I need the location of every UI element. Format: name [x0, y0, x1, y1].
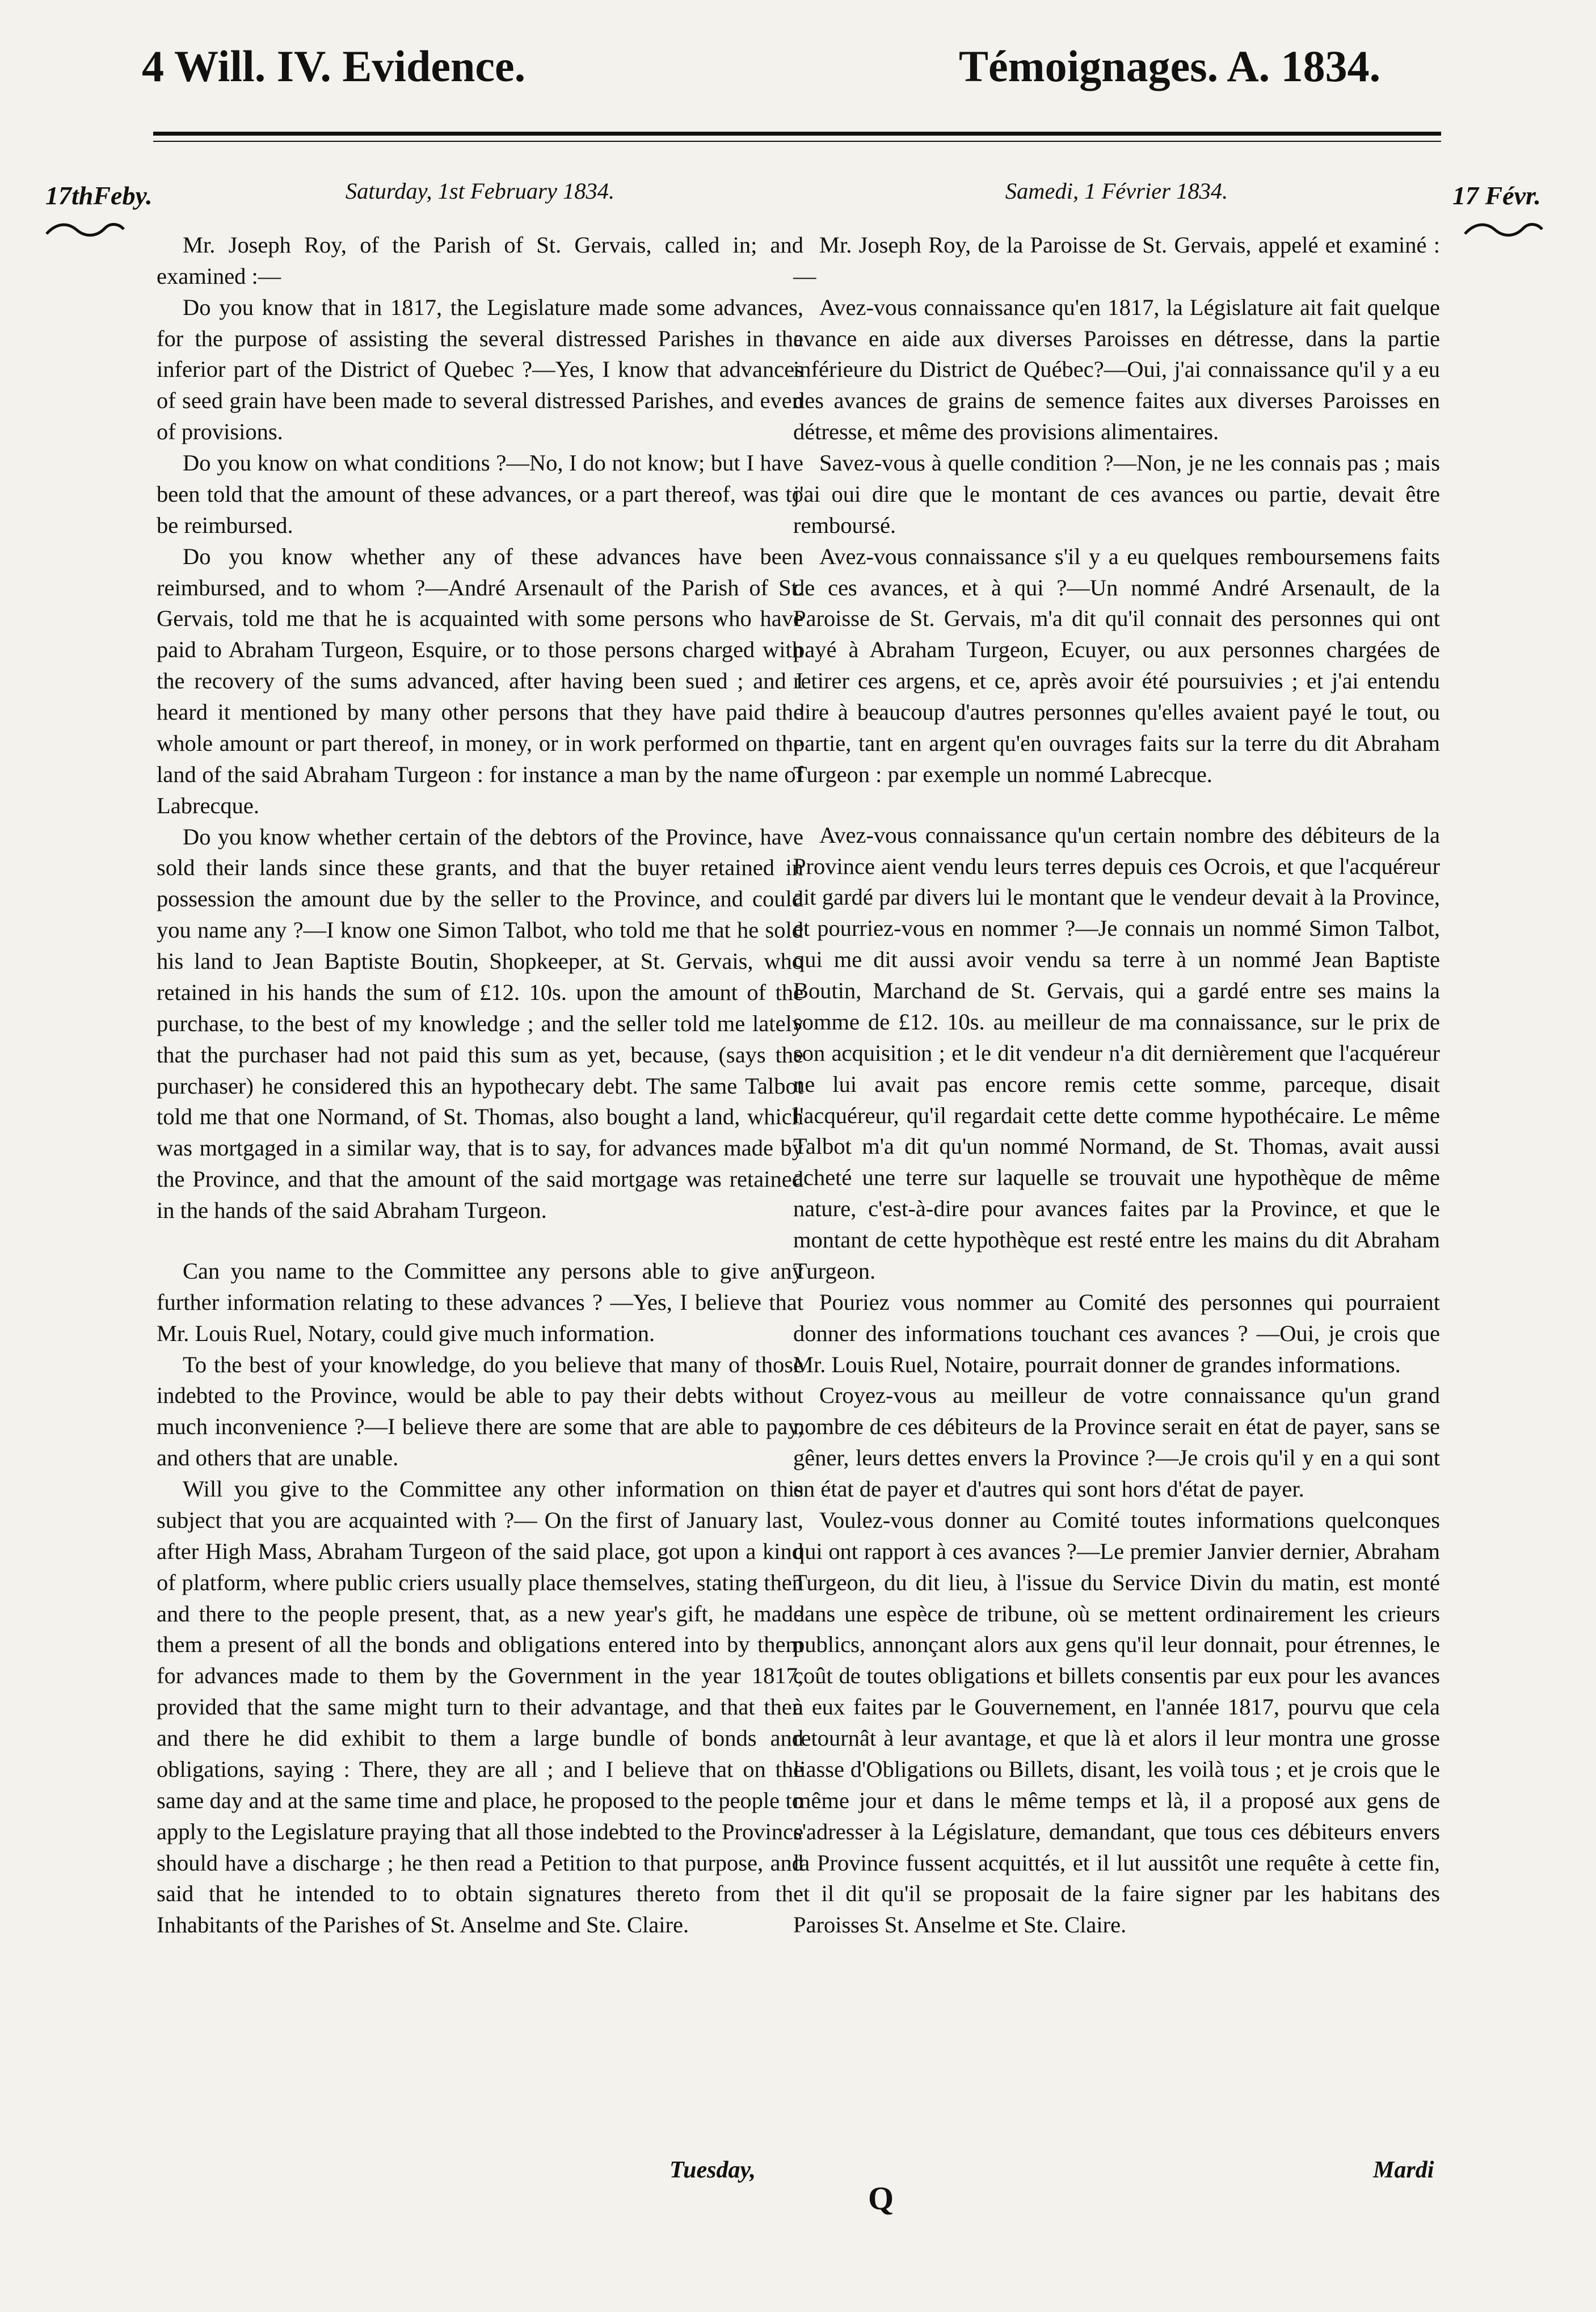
english-date-line: Saturday, 1st February 1834. [345, 178, 615, 204]
french-witness-intro: Mr. Joseph Roy, de la Paroisse de St. Gervais, appelé et examiné :— [793, 232, 1440, 289]
french-column [793, 176, 1440, 1941]
french-question-2: Savez-vous à quelle condition ?—Non, je ne les connais pas ; mais j'ai oui dire que le montant de ces avances ou partie, devait être remboursé. [793, 450, 1440, 538]
header-right-title: Témoignages. A. 1834. [959, 41, 1381, 91]
french-question-5: Pouriez vous nommer au Comité des personnes qui pourraient donner des informations touchant ces avances ? —Oui, je crois que Mr. Louis Ruel, Notaire, pourrait donner de grandes informations. [793, 1289, 1440, 1377]
header-rule-thick [153, 132, 1441, 136]
english-question-5: Can you name to the Committee any persons able to give any further information relating to these advances ? —Yes, I believe that Mr. Louis Ruel, Notary, could give much information. [157, 1258, 803, 1346]
margin-date-english: 17thFeby. [45, 181, 153, 210]
margin-date-french: 17 Févr. [1452, 181, 1541, 210]
english-question-3: Do you know whether any of these advances have been reimbursed, and to whom ?—André Arsenault of the Parish of St. Gervais, told me that he is acquainted with some persons who have paid to Abraham Turgeon, Esquire, or to those persons charged with the recovery of the sums advanced, after having been sued ; and I heard it mentioned by many other persons that they have paid the whole amount or part thereof, in money, or in work performed on the land of the said Abraham Turgeon : for instance a man by the name of Labrecque. [157, 543, 803, 818]
english-column [157, 176, 803, 1941]
flourish-ornament-right [1464, 221, 1543, 238]
header-rule-thin [153, 141, 1441, 142]
header-left-title: 4 Will. IV. Evidence. [142, 41, 526, 91]
french-question-7: Voulez-vous donner au Comité toutes informations quelconques qui ont rapport à ces avances ?—Le premier Janvier dernier, Abraham Turgeon, du dit lieu, à l'issue du Service Divin du matin, est monté dans une espèce de tribune, où se mettent ordinairement les crieurs publics, annonçant alors aux gens qu'il leur donnait, pour étrennes, le coût de toutes obligations et billets consentis par eux pour les avances à eux faites par le Gouvernement, en l'année 1817, pourvu que cela retournât à leur avantage, et que là et alors il leur montra une grosse liasse d'Obligations ou Billets, disant, les voilà tous ; et je crois que le même jour et dans le même temps et là, il a proposé aux gens de s'adresser à la Législature, demandant, que tous ces débiteurs envers la Province fussent acquittés, et il lut aussitôt une requête à cette fin, et il dit qu'il se proposait de la faire signer par les habitans des Paroisses St. Anselme et Ste. Claire. [793, 1507, 1440, 1938]
english-question-2: Do you know on what conditions ?—No, I do not know; but I have been told that the amount of these advances, or a part thereof, was to be reimbursed. [157, 450, 803, 538]
running-header [0, 40, 1596, 114]
signature-mark: Q [868, 2180, 894, 2217]
french-date-line: Samedi, 1 Février 1834. [1005, 178, 1228, 204]
english-witness-intro: Mr. Joseph Roy, of the Parish of St. Gervais, called in; and examined :— [157, 232, 803, 289]
french-question-3: Avez-vous connaissance s'il y a eu quelques remboursemens faits de ces avances, et à qui ?—Un nommé André Arsenault, de la Paroisse de St. Gervais, m'a dit qu'il connait des personnes qui ont payé à Abraham Turgeon, Ecuyer, ou aux personnes chargées de retirer ces argens, et ce, après avoir été poursuivies ; et j'ai entendu dire à beaucoup d'autres personnes qu'elles avaient payé le tout, ou partie, tant en argent qu'en ouvrages faits sur la terre du dit Abraham Turgeon : par exemple un nommé Labrecque. [793, 543, 1440, 787]
english-question-6: To the best of your knowledge, do you believe that many of those indebted to the Province, would be able to pay their debts without much inconvenience ?—I believe there are some that are able to pay, and others that are unable. [157, 1351, 803, 1471]
english-catchword: Tuesday, [669, 2157, 756, 2183]
flourish-ornament-left [45, 221, 125, 238]
french-question-6: Croyez-vous au meilleur de votre connaissance qu'un grand nombre de ces débiteurs de la Province serait en état de payer, sans se gêner, leurs dettes envers la Province ?—Je crois qu'il y en a qui sont en état de payer et d'autres qui sont hors d'état de payer. [793, 1382, 1440, 1502]
french-question-4: Avez-vous connaissance qu'un certain nombre des débiteurs de la Province aient vendu leurs terres depuis ces Ocrois, et que l'acquéreur ait gardé par divers lui le montant que le vendeur devait à la Province, et pourriez-vous en nommer ?—Je connais un nommé Simon Talbot, qui me dit aussi avoir vendu sa terre à un nommé Jean Baptiste Boutin, Marchand de St. Gervais, qui a gardé entre ses mains la somme de £12. 10s. au meilleur de ma connaissance, sur le prix de son acquisition ; et le dit vendeur n'a dit dernièrement que l'acquéreur ne lui avait pas encore remis cette somme, parceque, disait l'acquéreur, qu'il regardait cette dette comme hypothécaire. Le même Talbot m'a dit qu'un nommé Normand, de St. Thomas, avait aussi acheté une terre sur laquelle se trouvait une hypothèque de même nature, c'est-à-dire pour avances faites par la Province, et que le montant de cette hypothèque est resté entre les mains du dit Abraham Turgeon. [793, 822, 1440, 1284]
english-question-7: Will you give to the Committee any other information on this subject that you are acquainted with ?— On the first of January last, after High Mass, Abraham Turgeon of the said place, got upon a kind of platform, where public criers usually place themselves, stating then and there to the people present, that, as a new year's gift, he made them a present of all the bonds and obligations entered into by them for advances made to them by the Government in the year 1817, provided that the same might turn to their advantage, and that then and there he did exhibit to them a large bundle of bonds and obligations, saying : There, they are all ; and I believe that on the same day and at the same time and place, he proposed to the people to apply to the Legislature praying that all those indebted to the Province should have a discharge ; he then read a Petition to that purpose, and said that he intended to to obtain signatures thereto from the Inhabitants of the Parishes of St. Anselme and Ste. Claire. [157, 1476, 803, 1938]
french-catchword: Mardi [1373, 2157, 1434, 2183]
english-question-4: Do you know whether certain of the debtors of the Province, have sold their lands since these grants, and that the buyer retained in possession the amount due by the seller to the Province, and could you name any ?—I know one Simon Talbot, who told me that he sold his land to Jean Baptiste Boutin, Shopkeeper, at St. Gervais, who retained in his hands the sum of £12. 10s. upon the amount of the purchase, to the best of my knowledge ; and the seller told me lately that the purchaser had not paid this sum as yet, because, (says the purchaser) he considered this an hypothecary debt. The same Talbot told me that one Normand, of St. Thomas, also bought a land, which was mortgaged in a similar way, that is to say, for advances made by the Province, and that the amount of the said mortgage was retained in the hands of the said Abraham Turgeon. [157, 823, 803, 1223]
french-question-1: Avez-vous connaissance qu'en 1817, la Législature ait fait quelque avance en aide aux diverses Paroisses en détresse, dans la partie inférieure du District de Québec?—Oui, j'ai connaissance qu'il y a eu des avances de grains de semence faites aux diverses Paroisses en détresse, et même des provisions alimentaires. [793, 294, 1440, 445]
english-question-1: Do you know that in 1817, the Legislature made some advances, for the purpose of assisting the several distressed Parishes in the inferior part of the District of Quebec ?—Yes, I know that advances of seed grain have been made to several distressed Parishes, and even of provisions. [157, 294, 803, 445]
